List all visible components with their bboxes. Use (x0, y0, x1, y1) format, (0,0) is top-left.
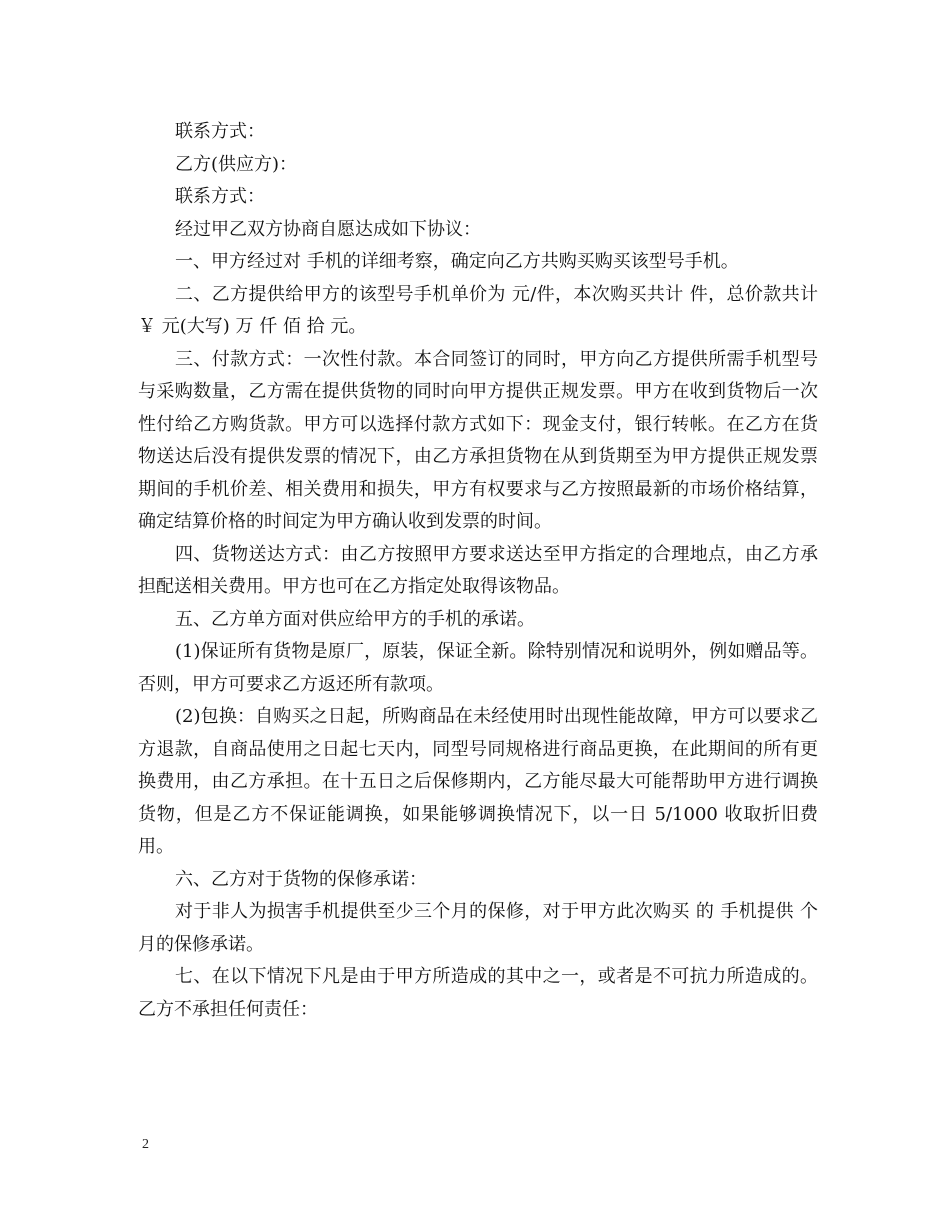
contact-line-party-a: 联系方式： (175, 121, 265, 142)
clause-5-heading: 五、乙方单方面对供应给甲方的手机的承诺。 (175, 608, 535, 630)
page-number: 2 (142, 1137, 149, 1152)
contact-line-party-b: 联系方式： (175, 186, 265, 207)
clause-2: 二、乙方提供给甲方的该型号手机单价为 元/件，本次购买共计 件，总价款共计￥ 元(大写) 万 仟 佰 拾 元。 (138, 283, 818, 337)
clause-5-item-2: (2)包换：自购买之日起，所购商品在未经使用时出现性能故障，甲方可以要求乙方退款，自商品使用之日起七天内，同型号同规格进行商品更换，在此期间的所有更换费用，由乙方承担。在十五日之后保修期内，乙方能尽最大可能帮助甲方进行调换货物，但是乙方不保证能调换，如果能够调换情况下，以一日 5/1000 收取折旧费用。 (138, 706, 818, 857)
clause-4: 四、货物送达方式：由乙方按照甲方要求送达至甲方指定的合理地点，由乙方承担配送相关费用。甲方也可在乙方指定处取得该物品。 (138, 543, 818, 597)
clause-6-heading: 六、乙方对于货物的保修承诺： (175, 868, 427, 890)
agreement-intro: 经过甲乙双方协商自愿达成如下协议： (175, 218, 481, 240)
party-b-supplier-line: 乙方(供应方)： (175, 153, 298, 175)
clause-3: 三、付款方式：一次性付款。本合同签订的同时，甲方向乙方提供所需手机型号与采购数量，乙方需在提供货物的同时向甲方提供正规发票。甲方在收到货物后一次性付给乙方购货款。甲方可以选择付款方式如下：现金支付，银行转帐。在乙方在货物送达后没有提供发票的情况下，由乙方承担货物在从到货期至为甲方提供正规发票期间的手机价差、相关费用和损失，甲方有权要求与乙方按照最新的市场价格结算，确定结算价格的时间定为甲方确认收到发票的时间。 (138, 348, 818, 532)
clause-7: 七、在以下情况下凡是由于甲方所造成的其中之一，或者是不可抗力所造成的。乙方不承担任何责任： (138, 966, 818, 1020)
clause-1: 一、甲方经过对 手机的详细考察，确定向乙方共购买购买该型号手机。 (175, 251, 739, 272)
clause-5-item-1: (1)保证所有货物是原厂，原装，保证全新。除特别情况和说明外，例如赠品等。否则，甲方可要求乙方返还所有款项。 (138, 641, 818, 695)
document-body (138, 116, 818, 1026)
clause-6-body: 对于非人为损害手机提供至少三个月的保修，对于甲方此次购买 的 手机提供 个月的保修承诺。 (138, 901, 818, 955)
